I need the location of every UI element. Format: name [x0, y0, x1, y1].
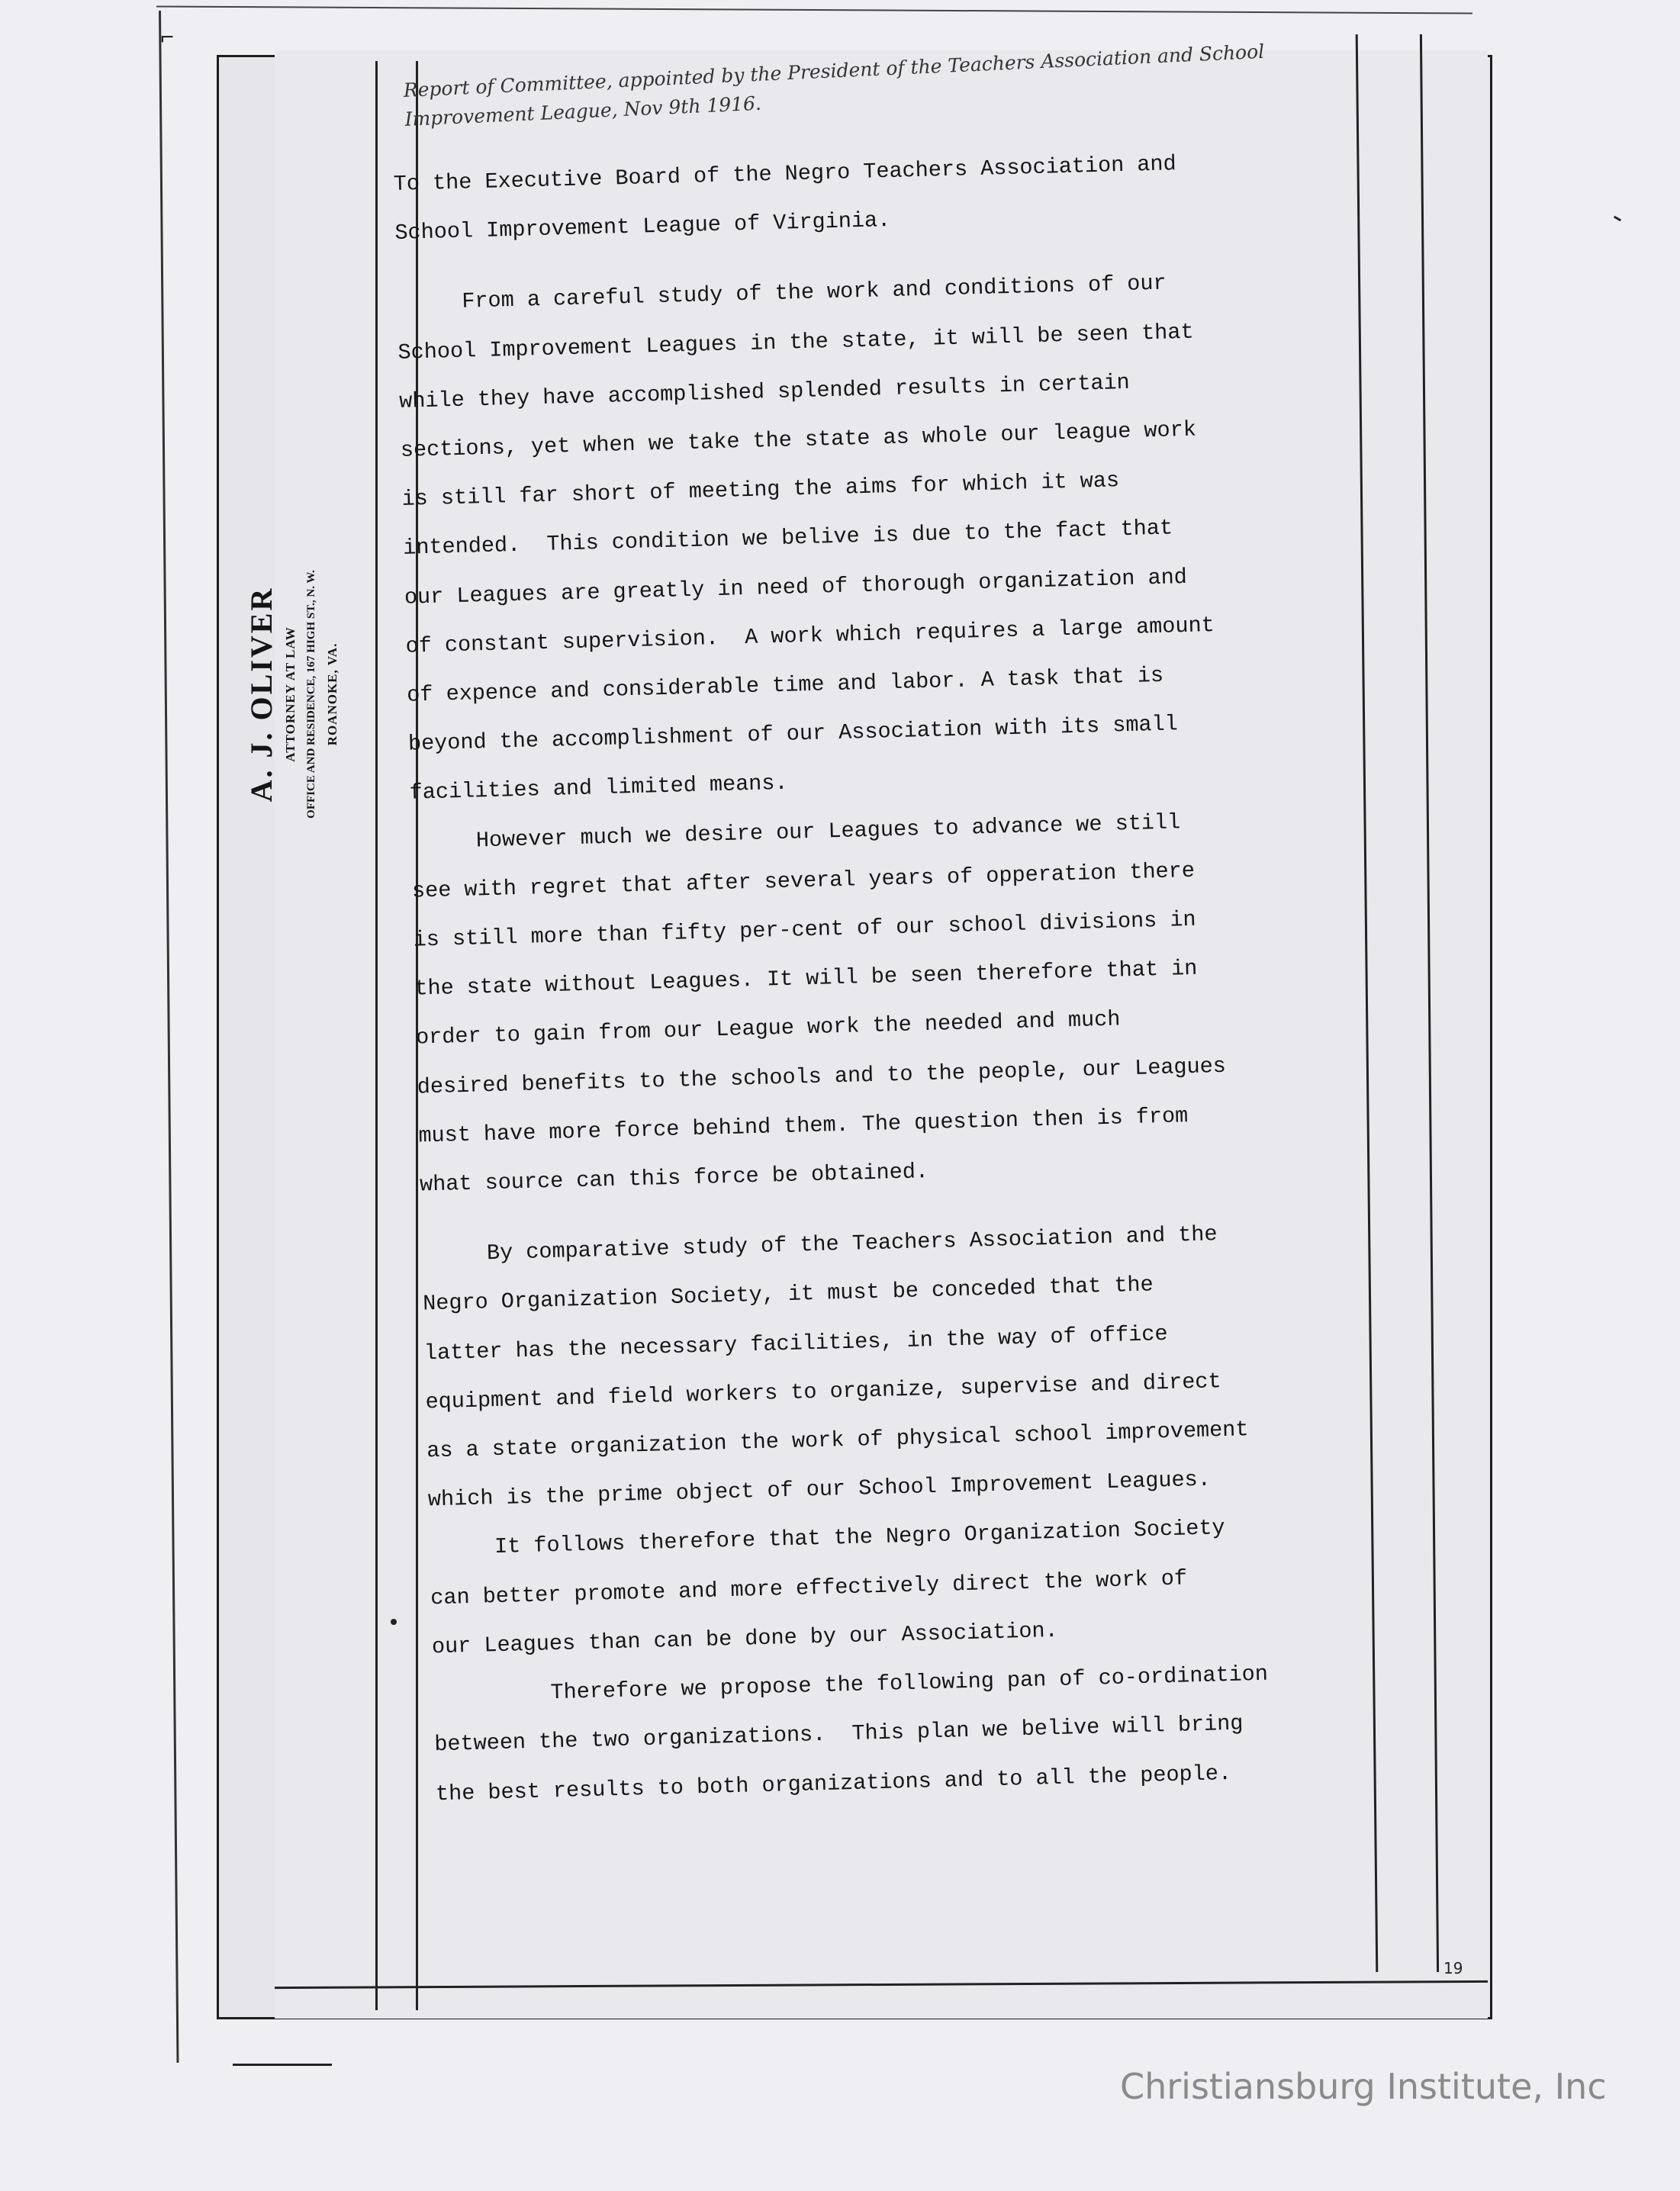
text-line: must have more force behind them. The question then is from: [418, 1103, 1189, 1149]
text-line: It follows therefore that the Negro Organization Society: [429, 1515, 1226, 1562]
text-line: while they have accomplished splended results in certain: [398, 369, 1131, 414]
text-line: which is the prime object of our School Improvement Leagues.: [427, 1466, 1212, 1513]
page-edge-bottom: [233, 2064, 332, 2066]
handwritten-heading: Report of Committee, appointed by the President of the Teachers Association and School Improvement League, Nov 9th 1916.: [403, 40, 1265, 130]
text-line: of expence and considerable time and labor. A task that is: [406, 662, 1164, 708]
text-line: as a state organization the work of physical school improvement: [426, 1417, 1249, 1464]
text-line: the best results to both organizations and to all the people.: [435, 1760, 1232, 1807]
text-line: facilities and limited means.: [409, 771, 788, 806]
text-line: By comparative study of the Teachers Association and the: [421, 1221, 1218, 1268]
corner-mark: ⌐: [160, 26, 175, 52]
text-line: To the Executive Board of the Negro Teachers Association and: [393, 151, 1177, 197]
text-line: From a careful study of the work and conditions of our: [396, 270, 1167, 317]
text-line: intended. This condition we belive is due to the fact that: [402, 515, 1173, 561]
text-line: our Leagues are greatly in need of thorough organization and: [404, 564, 1188, 610]
page-number: 19: [1443, 1959, 1463, 1977]
watermark: Christiansburg Institute, Inc: [1120, 2066, 1607, 2107]
text-line: However much we desire our Leagues to advance we still: [410, 809, 1181, 855]
letterhead-city: ROANOKE, VA.: [325, 642, 340, 746]
text-line: latter has the necessary facilities, in the way of office: [423, 1321, 1168, 1366]
letterhead-title: ATTORNEY AT LAW: [283, 626, 298, 762]
text-line: is still more than fifty per-cent of our school divisions in: [413, 906, 1197, 953]
text-line: is still far short of meeting the aims for which it was: [401, 468, 1120, 513]
text-line: beyond the accomplishment of our Association with its small: [407, 711, 1179, 757]
text-line: order to gain from our League work the needed and much: [415, 1006, 1121, 1051]
text-line: can better promote and more effectively direct the work of: [430, 1565, 1188, 1611]
page-edge-left: [159, 11, 179, 2063]
text-line: our Leagues than can be done by our Association.: [431, 1617, 1059, 1660]
text-line: School Improvement Leagues in the state, it will be seen that: [397, 319, 1194, 365]
text-line: between the two organizations. This plan we belive will bring: [433, 1710, 1244, 1758]
text-line: Therefore we propose the following pan of co-ordination: [433, 1661, 1269, 1709]
text-line: Negro Organization Society, it must be conceded that the: [422, 1272, 1154, 1317]
page-edge-top: [156, 5, 1472, 14]
text-line: desired benefits to the schools and to the people, our Leagues: [417, 1053, 1227, 1100]
text-line: sections, yet when we take the state as whole our league work: [400, 417, 1197, 463]
letterhead-name: A. J. OLIVER: [244, 586, 278, 803]
text-line: the state without Leagues. It will be seen therefore that in: [414, 956, 1198, 1002]
text-line: of constant supervision. A work which requires a large amount: [405, 612, 1215, 659]
ink-speck: [1614, 216, 1621, 222]
text-line: equipment and field workers to organize, supervise and direct: [425, 1369, 1221, 1415]
letterhead-office: OFFICE AND RESIDENCE, 167 HIGH ST., N. W.: [305, 570, 317, 819]
text-line: School Improvement League of Virginia.: [394, 208, 891, 246]
margin-rule-left: [375, 61, 378, 2010]
letter-body: [393, 132, 1519, 1819]
text-line: see with regret that after several years of opperation there: [411, 857, 1196, 904]
text-line: what source can this force be obtained.: [419, 1159, 929, 1198]
ink-speck: [391, 1619, 397, 1625]
